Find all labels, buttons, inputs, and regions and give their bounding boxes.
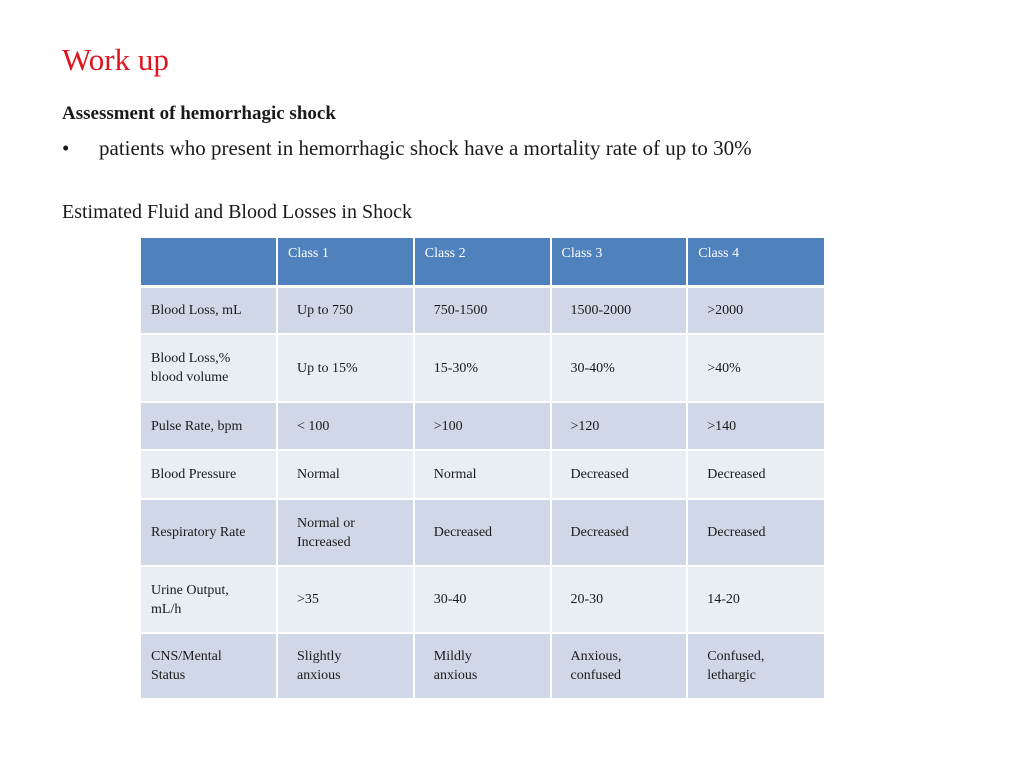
cell-line: Slightly: [297, 649, 342, 664]
cell-line: < 100: [297, 418, 330, 434]
table-cell: [551, 499, 688, 566]
row-label: [141, 450, 277, 499]
table-cell: [277, 633, 414, 699]
row-label-line: Urine Output,: [151, 582, 229, 598]
row-label-line: mL/h: [151, 601, 182, 617]
table-row: [141, 566, 824, 633]
table-caption: Estimated Fluid and Blood Losses in Shock: [62, 201, 412, 223]
table-cell: [414, 633, 551, 699]
cell-line: Anxious,: [570, 649, 622, 664]
cell-line: Decreased: [570, 525, 629, 540]
cell-line: Normal: [433, 467, 477, 482]
table-cell: [414, 286, 551, 334]
table-cell: [551, 286, 688, 334]
table-cell: [414, 402, 551, 450]
cell-line: Up to 750: [297, 302, 353, 318]
table-cell: [687, 633, 824, 699]
cell-line: >100: [433, 418, 463, 434]
table-cell: [551, 633, 688, 699]
header-cell-class-3: Class 3: [551, 238, 688, 286]
cell-line: lethargic: [707, 668, 756, 683]
table-cell: [687, 499, 824, 566]
header-cell-class-4: Class 4: [687, 238, 824, 286]
table-cell: [277, 450, 414, 499]
bullet-text: patients who present in hemorrhagic shock have a mortality rate of up to 30%: [99, 136, 752, 160]
table-cell: [687, 402, 824, 450]
table-cell: [414, 334, 551, 402]
header-cell-empty: [141, 238, 277, 286]
cell-line: confused: [570, 668, 622, 683]
row-label: [141, 633, 277, 699]
table-cell: [551, 566, 688, 633]
cell-line: Decreased: [570, 467, 629, 482]
bullet-icon: •: [62, 136, 70, 160]
row-label-line: Pulse Rate, bpm: [151, 418, 243, 434]
row-label: [141, 566, 277, 633]
row-label-line: blood volume: [151, 370, 229, 385]
cell-line: Confused,: [707, 649, 765, 664]
table-cell: [277, 566, 414, 633]
table-cell: [687, 286, 824, 334]
row-label-line: Status: [151, 668, 186, 683]
table-cell: [687, 450, 824, 499]
cell-line: Decreased: [707, 467, 766, 482]
table-cell: [551, 450, 688, 499]
cell-line: anxious: [433, 668, 478, 683]
row-label-line: CNS/Mental: [151, 649, 222, 664]
table-header-row: [141, 238, 824, 286]
table-cell: [277, 499, 414, 566]
bullet-item: [62, 134, 752, 162]
row-label: [141, 286, 277, 334]
cell-line: Mildly: [433, 649, 472, 664]
table-cell: [414, 450, 551, 499]
table-cell: [277, 286, 414, 334]
row-label-line: Blood Loss, mL: [151, 302, 242, 318]
table-cell: [414, 499, 551, 566]
cell-line: Up to 15%: [297, 360, 358, 376]
table-cell: [277, 334, 414, 402]
cell-line: Increased: [297, 534, 351, 550]
cell-line: 14-20: [707, 592, 740, 607]
cell-line: 750-1500: [433, 302, 488, 318]
table-cell: [687, 566, 824, 633]
row-label-line: Respiratory Rate: [151, 525, 246, 540]
row-label: [141, 402, 277, 450]
table-row: [141, 402, 824, 450]
table-row: [141, 450, 824, 499]
slide-title: Work up: [62, 42, 169, 77]
header-cell-class-1: Class 1: [277, 238, 414, 286]
header-cell-class-2: Class 2: [414, 238, 551, 286]
cell-line: >40%: [707, 360, 741, 376]
cell-line: >2000: [707, 302, 744, 318]
cell-line: 20-30: [570, 592, 604, 607]
cell-line: anxious: [297, 668, 341, 683]
table-cell: [551, 334, 688, 402]
row-label: [141, 499, 277, 566]
cell-line: Normal or: [297, 515, 355, 531]
table-row: [141, 334, 824, 402]
cell-line: Decreased: [433, 525, 493, 540]
cell-line: >120: [570, 418, 600, 434]
table-row: [141, 499, 824, 566]
cell-line: 1500-2000: [570, 302, 632, 318]
shock-class-table: [141, 238, 824, 700]
table-cell: [551, 402, 688, 450]
table-row: [141, 286, 824, 334]
table-cell: [414, 566, 551, 633]
row-label: [141, 334, 277, 402]
cell-line: 30-40: [433, 592, 467, 607]
table-cell: [277, 402, 414, 450]
cell-line: >35: [297, 592, 319, 607]
cell-line: Normal: [297, 467, 340, 482]
table-cell: [687, 334, 824, 402]
row-label-line: Blood Loss,%: [151, 351, 231, 366]
row-label-line: Blood Pressure: [151, 467, 237, 482]
cell-line: >140: [707, 418, 737, 434]
section-heading: Assessment of hemorrhagic shock: [62, 103, 336, 124]
cell-line: 15-30%: [433, 360, 479, 376]
cell-line: 30-40%: [570, 360, 615, 376]
cell-line: Decreased: [707, 525, 766, 540]
table-row: [141, 633, 824, 699]
